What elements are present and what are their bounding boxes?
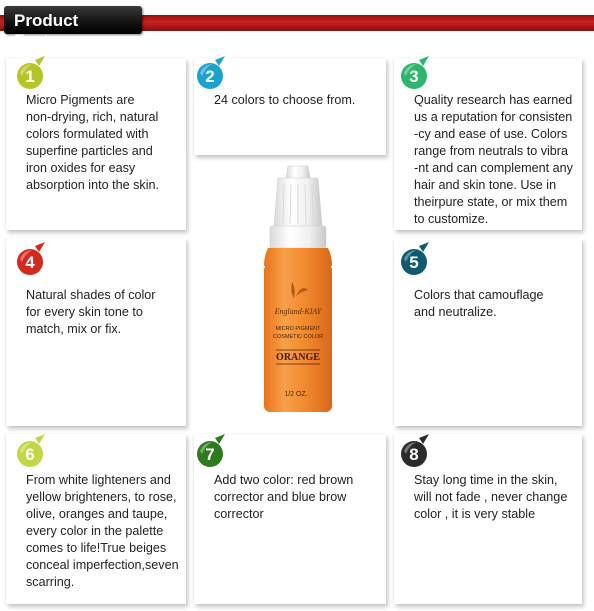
number-badge-icon — [397, 434, 437, 476]
page-title: Product Feature — [14, 11, 79, 50]
header — [0, 0, 594, 50]
feature-text-line: From white lighteners and — [26, 473, 171, 487]
feature-text-line: -nt and can complement any — [414, 161, 573, 175]
feature-text-line: conceal imperfection,seven — [26, 558, 179, 572]
feature-text-line: for every skin tone to — [26, 305, 143, 319]
feature-text-line: Natural shades of color — [26, 288, 156, 302]
feature-text-line: range from neutrals to vibra — [414, 144, 568, 158]
feature-text-line: iron oxides for easy — [26, 161, 136, 175]
feature-text-line: Add two color: red brown — [214, 473, 354, 487]
feature-text-line: and neutralize. — [414, 305, 497, 319]
feature-text-6 — [26, 472, 186, 591]
feature-text-1 — [26, 92, 186, 194]
feature-text-line: will not fade , never change — [414, 490, 568, 504]
feature-text-5 — [414, 287, 582, 321]
bottle-cap-tip — [286, 166, 310, 178]
number-badge-4 — [13, 242, 53, 284]
feature-text-line: Micro Pigments are — [26, 93, 135, 107]
feature-text-line: hair and skin tone. Use in — [414, 178, 557, 192]
feature-text-line: color , it is very stable — [414, 507, 536, 521]
bottle-collar — [270, 226, 326, 248]
badge-number: 2 — [205, 67, 215, 86]
feature-text-line: yellow brighteners, to rose, — [26, 490, 177, 504]
badge-number: 5 — [409, 253, 419, 272]
badge-number: 3 — [409, 67, 419, 86]
bottle-color-name: ORANGE — [276, 352, 320, 363]
feature-text-line: theirpure state, or mix them — [414, 195, 568, 209]
feature-text-2 — [214, 92, 386, 109]
feature-text-line: corrector and blue brow — [214, 490, 347, 504]
number-badge-6 — [13, 434, 53, 476]
badge-number: 1 — [25, 67, 35, 86]
feature-text-line: superfine particles and — [26, 144, 153, 158]
bottle-shoulder — [264, 248, 332, 266]
feature-text-line: comes to life!True beiges — [26, 541, 167, 555]
feature-text-line: every color in the palette — [26, 524, 164, 538]
feature-text-line: to customize. — [414, 212, 489, 226]
bottle-volume: 1/2 OZ. — [284, 391, 308, 398]
feature-text-line: non-drying, rich, natural — [26, 110, 159, 124]
feature-text-line: olive, oranges and taupe, — [26, 507, 168, 521]
number-badge-5 — [397, 242, 437, 284]
feature-text-line: absorption into the skin. — [26, 178, 160, 192]
header-tab — [4, 6, 142, 50]
feature-text-7 — [214, 472, 386, 523]
number-badge-icon — [397, 242, 437, 284]
bottle-line2: COSMETIC COLOR — [272, 334, 324, 340]
feature-text-line: 24 colors to choose from. — [214, 93, 356, 107]
badge-number: 8 — [409, 445, 419, 464]
number-badge-8 — [397, 434, 437, 476]
feature-text-line: Quality research has earned — [414, 93, 573, 107]
number-badge-7 — [193, 434, 233, 476]
bottle-brand: England-KIAY — [274, 307, 322, 316]
feature-text-line: Colors that camouflage — [414, 288, 544, 302]
number-badge-icon — [13, 434, 53, 476]
feature-text-line: corrector — [214, 507, 264, 521]
bottle-line1: MICRO PIGMENT — [275, 326, 321, 332]
feature-text-line: -cy and ease of use. Colors — [414, 127, 568, 141]
feature-text-3 — [414, 92, 582, 228]
feature-text-line: Stay long time in the skin, — [414, 473, 558, 487]
feature-text-line: us a reputation for consisten — [414, 110, 573, 124]
product-bottle-image — [238, 164, 358, 424]
feature-text-line: scarring. — [26, 575, 75, 589]
badge-number: 7 — [205, 445, 215, 464]
badge-number: 6 — [25, 445, 35, 464]
badge-number: 4 — [25, 253, 35, 272]
feature-text-line: colors formulated with — [26, 127, 149, 141]
feature-text-4 — [26, 287, 186, 338]
feature-text-line: match, mix or fix. — [26, 322, 122, 336]
feature-text-8 — [414, 472, 582, 523]
number-badge-icon — [193, 434, 233, 476]
number-badge-icon — [13, 242, 53, 284]
